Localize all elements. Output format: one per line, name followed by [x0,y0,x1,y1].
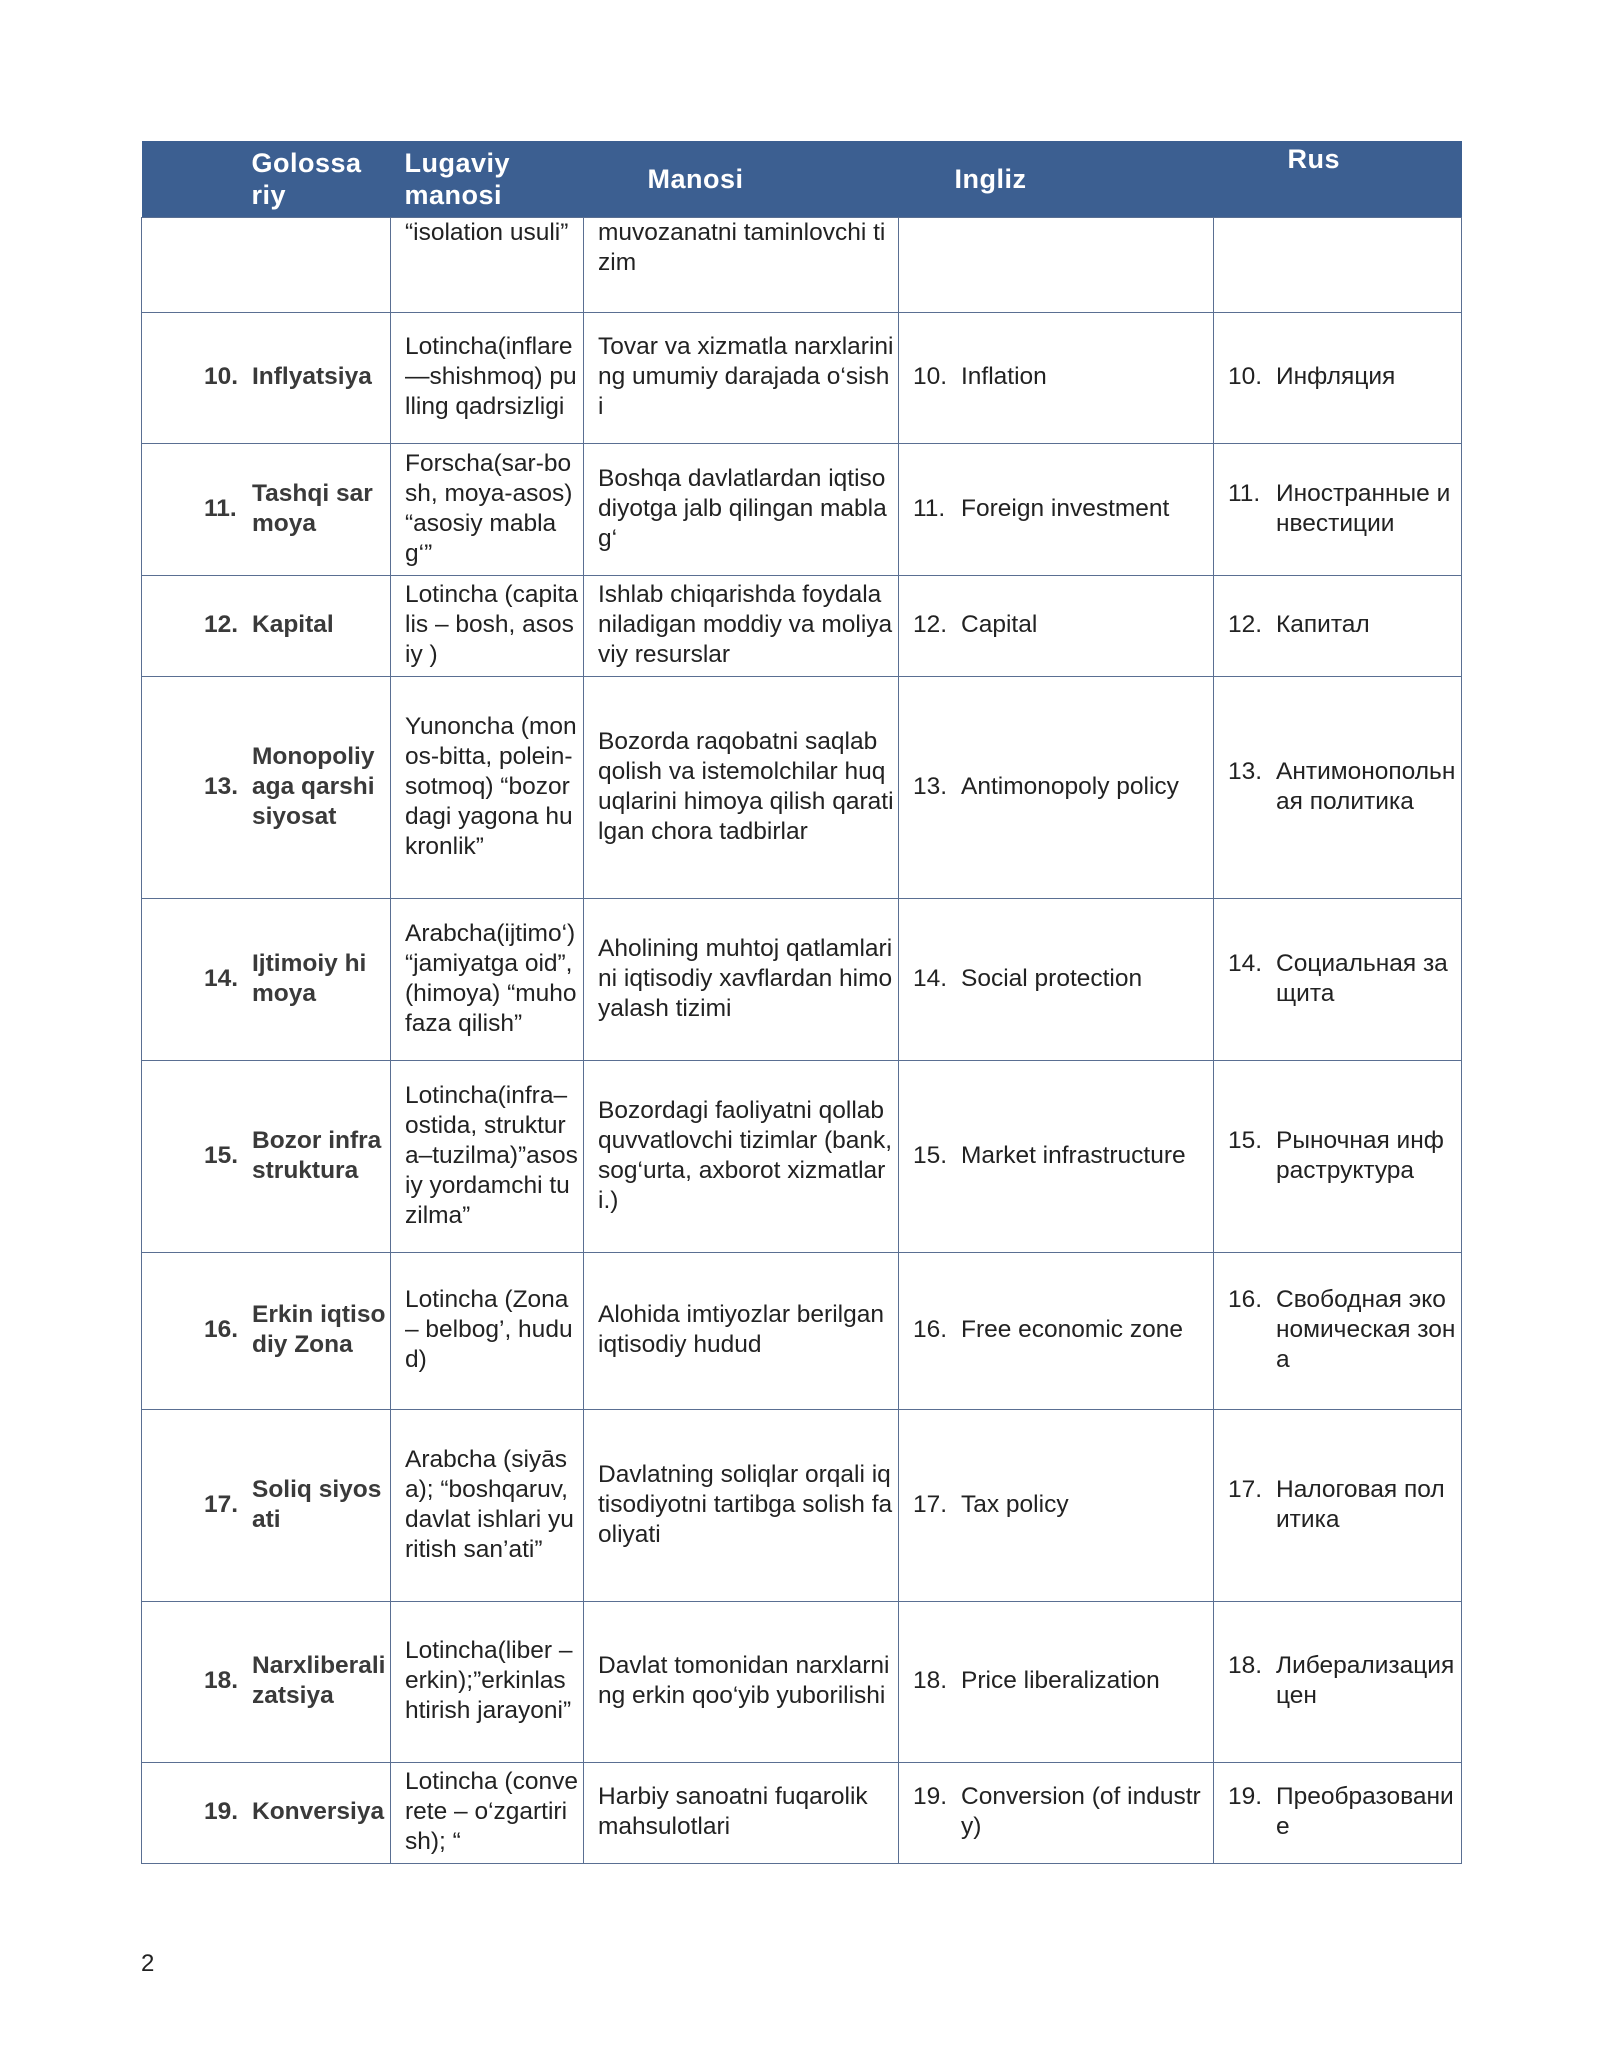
term-text: Ijtimoiy himoya [252,949,367,1007]
table-row [142,677,1462,899]
cell-lugaviy: Lotincha(liber –erkin);”erkinlashtirish jarayoni” [391,1602,584,1763]
cell-lugaviy: Lotincha (Zona – belbog’, hudud) [391,1253,584,1410]
cell-term [142,444,391,576]
ingliz-text: Free economic zone [961,1316,1183,1343]
cell-rus [1214,218,1462,313]
page-number: 2 [141,1950,155,1977]
header-lugaviy-manosi: Lugaviy manosi [391,141,584,218]
term-number: 18. [204,1667,239,1694]
cell-manosi: Aholining muhtoj qatlamlarini iqtisodiy xavflardan himoyalash tizimi [584,899,899,1061]
cell-manosi: Boshqa davlatlardan iqtisodiyotga jalb qilingan mablag‘ [584,444,899,576]
term-text: Kapital [252,611,334,638]
cell-rus [1214,1410,1462,1602]
term-text: Erkin iqtisodiy Zona [252,1301,386,1358]
cell-ingliz [899,677,1214,899]
ingliz-number: 16. [913,1316,948,1343]
term-text: Bozor infrastruktura [252,1126,382,1184]
cell-ingliz [899,1602,1214,1763]
rus-number: 19. [1228,1783,1263,1810]
ingliz-number: 19. [913,1783,948,1810]
table-row-continuation [142,218,1462,313]
cell-ingliz [899,1763,1214,1864]
term-number: 16. [204,1316,239,1343]
cell-lugaviy: Lotincha (converete – o‘zgartirish); “ [391,1763,584,1864]
table-row [142,1602,1462,1763]
cell-rus [1214,1602,1462,1763]
cell-lugaviy: Lotincha (capitalis – bosh, asosiy ) [391,576,584,677]
term-text: Monopoliyaga qarshi siyosat [252,742,375,830]
cell-term [142,899,391,1061]
cell-manosi: muvozanatni taminlovchi tizim [584,218,899,313]
cell-term [142,677,391,899]
rus-text: Инфляция [1276,363,1396,390]
ingliz-number: 10. [913,363,948,390]
rus-text: Иностранные инвестиции [1276,479,1451,537]
cell-manosi: Harbiy sanoatni fuqarolik mahsulotlari [584,1763,899,1864]
table-row [142,899,1462,1061]
table-header-row [142,141,1462,218]
rus-number: 13. [1228,757,1263,785]
ingliz-number: 15. [913,1141,948,1169]
header-ingliz: Ingliz [899,141,1214,218]
cell-manosi: Bozorda raqobatni saqlab qolish va istemolchilar huquqlarini himoya qilish qaratilgan chora tadbirlar [584,677,899,899]
table-row [142,444,1462,576]
term-text: Inflyatsiya [252,363,372,390]
rus-number: 14. [1228,949,1263,977]
cell-term [142,1253,391,1410]
ingliz-number: 17. [913,1490,948,1518]
cell-term [142,313,391,444]
cell-lugaviy: Arabcha(ijtimo‘) “jamiyatga oid”, (himoya) “muhofaza qilish” [391,899,584,1061]
rus-text: Налоговая политика [1276,1475,1445,1533]
header-rus: Rus [1214,141,1462,218]
ingliz-number: 11. [913,494,946,522]
ingliz-text: Conversion (of industry) [961,1783,1201,1840]
cell-lugaviy: “isolation usuli” [391,218,584,313]
rus-text: Преобразование [1276,1783,1454,1840]
table-row [142,313,1462,444]
cell-ingliz [899,899,1214,1061]
cell-rus [1214,1061,1462,1253]
cell-manosi: Ishlab chiqarishda foydalaniladigan moddiy va moliyaviy resurslar [584,576,899,677]
cell-lugaviy: Lotincha(inflare—shishmoq) pulling qadrsizligi [391,313,584,444]
term-text: Narxliberalizatsiya [252,1652,386,1709]
rus-number: 18. [1228,1652,1263,1679]
rus-text: Свободная экономическая зона [1276,1286,1456,1373]
cell-manosi: Bozordagi faoliyatni qollab quvvatlovchi tizimlar (bank, sog‘urta, axborot xizmatlari.) [584,1061,899,1253]
cell-term [142,1763,391,1864]
rus-text: Социальная защита [1276,949,1448,1007]
term-number: 12. [204,611,239,638]
term-number: 14. [204,964,239,992]
cell-ingliz [899,444,1214,576]
cell-rus [1214,313,1462,444]
cell-rus [1214,899,1462,1061]
ingliz-text: Capital [961,611,1038,638]
term-number: 10. [204,363,239,390]
cell-term [142,1061,391,1253]
cell-rus [1214,677,1462,899]
ingliz-number: 14. [913,964,948,992]
rus-number: 12. [1228,611,1263,638]
table-row [142,1253,1462,1410]
cell-term [142,1410,391,1602]
term-number: 15. [204,1141,239,1169]
header-golossariy: Golossa riy [142,141,391,218]
cell-term [142,218,391,313]
cell-manosi: Tovar va xizmatla narxlarining umumiy darajada o‘sishi [584,313,899,444]
term-number: 11. [204,494,237,522]
header-manosi: Manosi [584,141,899,218]
ingliz-number: 12. [913,611,948,638]
cell-ingliz [899,1253,1214,1410]
cell-rus [1214,1253,1462,1410]
rus-text: Капитал [1276,611,1370,638]
cell-ingliz [899,576,1214,677]
cell-ingliz [899,313,1214,444]
cell-ingliz [899,218,1214,313]
ingliz-number: 18. [913,1667,948,1694]
cell-term [142,1602,391,1763]
rus-text: Антимонопольная политика [1276,757,1456,815]
rus-number: 15. [1228,1126,1263,1154]
rus-number: 16. [1228,1286,1263,1313]
cell-manosi: Davlat tomonidan narxlarning erkin qoo‘yib yuborilishi [584,1602,899,1763]
cell-term [142,576,391,677]
ingliz-text: Antimonopoly policy [961,772,1179,800]
table-row [142,1763,1462,1864]
rus-number: 17. [1228,1475,1263,1503]
ingliz-text: Social protection [961,964,1143,992]
cell-manosi: Alohida imtiyozlar berilgan iqtisodiy hudud [584,1253,899,1410]
ingliz-text: Inflation [961,363,1047,390]
rus-text: Либерализация цен [1276,1652,1455,1709]
table-row [142,1410,1462,1602]
ingliz-text: Foreign investment [961,494,1170,522]
term-text: Konversiya [252,1798,385,1825]
rus-text: Рыночная инфраструктура [1276,1126,1444,1184]
cell-lugaviy: Yunoncha (monos-bitta, polein-sotmoq) “bozordagi yagona hukronlik” [391,677,584,899]
rus-number: 11. [1228,479,1261,507]
term-text: Soliq siyosati [252,1475,382,1533]
glossary-table [141,141,1462,1864]
table-row [142,1061,1462,1253]
cell-lugaviy: Lotincha(infra–ostida, struktura–tuzilma)”asosiy yordamchi tuzilma” [391,1061,584,1253]
term-number: 17. [204,1490,239,1518]
ingliz-text: Market infrastructure [961,1141,1186,1169]
cell-rus [1214,1763,1462,1864]
cell-rus [1214,576,1462,677]
cell-rus [1214,444,1462,576]
rus-number: 10. [1228,363,1263,390]
ingliz-text: Tax policy [961,1490,1069,1518]
cell-manosi: Davlatning soliqlar orqali iqtisodiyotni tartibga solish faoliyati [584,1410,899,1602]
ingliz-number: 13. [913,772,948,800]
cell-lugaviy: Forscha(sar-bosh, moya-asos) “asosiy mablag‘” [391,444,584,576]
cell-lugaviy: Arabcha (siyāsa); “boshqaruv, davlat ishlari yuritish san’ati” [391,1410,584,1602]
term-number: 13. [204,772,239,800]
term-number: 19. [204,1798,239,1825]
table-row [142,576,1462,677]
term-text: Tashqi sarmoya [252,479,373,537]
cell-ingliz [899,1061,1214,1253]
ingliz-text: Price liberalization [961,1667,1160,1694]
cell-ingliz [899,1410,1214,1602]
